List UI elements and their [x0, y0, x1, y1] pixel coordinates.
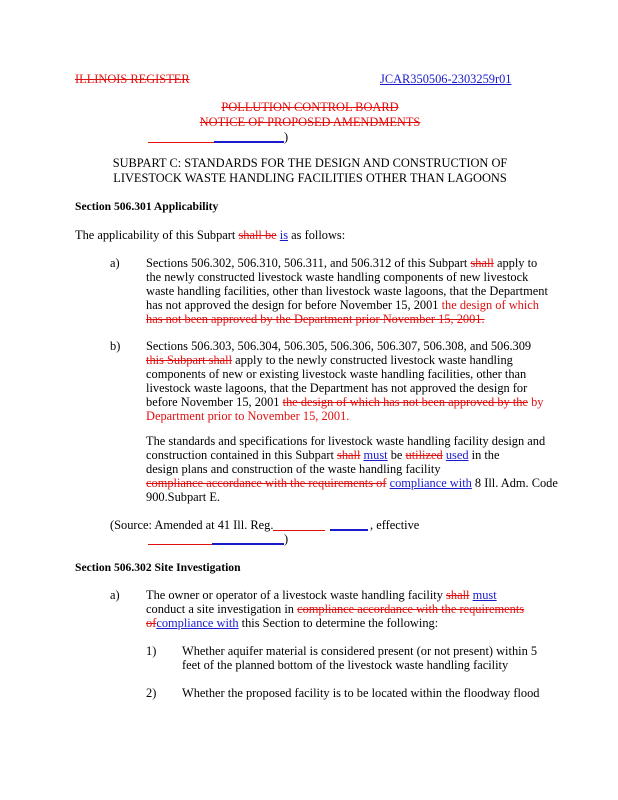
para-text: 8 Ill. Adm. Code — [471, 476, 558, 490]
inserted-underline — [212, 543, 284, 545]
document-id: JCAR350506-2303259r01 — [380, 72, 512, 86]
intro-text-end: as follows: — [291, 228, 346, 242]
deleted-text: shall — [470, 256, 494, 270]
item-label: a) — [110, 256, 120, 270]
deleted-text: utilized — [405, 448, 443, 462]
inserted-text: must — [472, 588, 497, 602]
para-text: The owner or operator of a livestock waste handling facility — [146, 588, 443, 602]
standards-paragraph — [146, 434, 576, 504]
para-text: before November 15, 2001 — [146, 395, 280, 409]
item-label: b) — [110, 339, 121, 353]
para-text: feet of the planned bottom of the livestock waste handling facility — [182, 658, 509, 672]
para-text: Sections 506.302, 506.310, 506.311, and 506.312 of this Subpart — [146, 256, 468, 270]
notice-title: NOTICE OF PROPOSED AMENDMENTS — [199, 115, 421, 129]
para-text: apply to the newly constructed livestock waste handling — [232, 353, 513, 367]
deleted-text: shall — [337, 448, 361, 462]
deleted-text: has not been approved by the Department prior November 15, 2001. — [146, 312, 485, 326]
para-text: 900.Subpart E. — [146, 490, 220, 504]
para-text: this Section to determine the following: — [238, 616, 439, 630]
deleted-text: of — [146, 616, 157, 630]
para-text: components of new or existing livestock waste handling facilities, other than — [146, 367, 527, 381]
deleted-text: the design of which has not been approved by the — [282, 395, 528, 409]
subpart-line-1: SUBPART C: STANDARDS FOR THE DESIGN AND CONSTRUCTION OF — [112, 156, 508, 170]
item-label: 2) — [146, 686, 157, 700]
changed-text: Department prior to November 15, 2001. — [146, 409, 350, 423]
source-text: (Source: Amended at 41 Ill. Reg. — [110, 518, 274, 532]
para-text: design plans and construction of the waste handling facility — [146, 462, 441, 476]
inserted-text: must — [363, 448, 388, 462]
para-text: Sections 506.303, 506.304, 506.305, 506.306, 506.307, 506.308, and 506.309 — [146, 339, 532, 353]
para-text: be — [387, 448, 406, 462]
deleted-text: compliance accordance with the requirements of — [146, 476, 387, 490]
source-close-paren: ) — [284, 532, 289, 546]
subpart-line-2: LIVESTOCK WASTE HANDLING FACILITIES OTHER THAN LAGOONS — [113, 171, 507, 185]
inserted-underline — [148, 142, 218, 143]
source-note — [110, 518, 273, 532]
deleted-text: this Subpart shall — [146, 353, 233, 367]
board-name: POLLUTION CONTROL BOARD — [221, 100, 399, 114]
para-text: conduct a site investigation in — [146, 602, 294, 616]
para-text: waste handling facilities, other than livestock waste lagoons, that the Department — [146, 284, 548, 298]
item-label: a) — [110, 588, 120, 602]
para-text: construction contained in this Subpart — [146, 448, 334, 462]
applicability-intro — [75, 228, 345, 242]
inserted-text: compliance with — [156, 616, 239, 630]
para-text: apply to — [493, 256, 538, 270]
deleted-text: shall be — [238, 228, 277, 242]
source-effective: , effective — [370, 518, 420, 532]
para-text: The standards and specifications for livestock waste handling facility design and — [146, 434, 546, 448]
inserted-underline — [214, 141, 284, 143]
inserted-text: is — [279, 228, 289, 242]
subitem-2 — [182, 686, 582, 700]
para-text: in the — [468, 448, 500, 462]
notice-close-paren: ) — [284, 130, 289, 144]
para-text: livestock waste lagoons, that the Department has not approved the design for — [146, 381, 528, 395]
deleted-text: compliance accordance with the requirements — [297, 602, 525, 616]
changed-text: by — [531, 395, 544, 409]
inserted-underline — [148, 544, 216, 545]
paragraph-a — [146, 256, 576, 326]
para-text: Whether aquifer material is considered present (or not present) within 5 — [182, 644, 538, 658]
paragraph-site-a — [146, 588, 576, 630]
paragraph-b — [146, 339, 576, 423]
inserted-text: compliance with — [389, 476, 472, 490]
changed-text: the design of which — [441, 298, 539, 312]
subitem-1 — [182, 644, 582, 672]
section-heading: Section 506.302 Site Investigation — [75, 561, 241, 574]
inserted-underline — [330, 529, 368, 531]
para-text: has not approved the design for before November 15, 2001 — [146, 298, 439, 312]
deleted-text: shall — [446, 588, 470, 602]
section-heading: Section 506.301 Applicability — [75, 200, 219, 213]
intro-text: The applicability of this Subpart — [75, 228, 236, 242]
item-label: 1) — [146, 644, 157, 658]
register-title: ILLINOIS REGISTER — [75, 72, 190, 86]
inserted-text: used — [445, 448, 469, 462]
inserted-underline — [273, 530, 325, 531]
para-text: the newly constructed livestock waste handling components of new livestock — [146, 270, 529, 284]
para-text: Whether the proposed facility is to be located within the floodway flood — [182, 686, 540, 700]
